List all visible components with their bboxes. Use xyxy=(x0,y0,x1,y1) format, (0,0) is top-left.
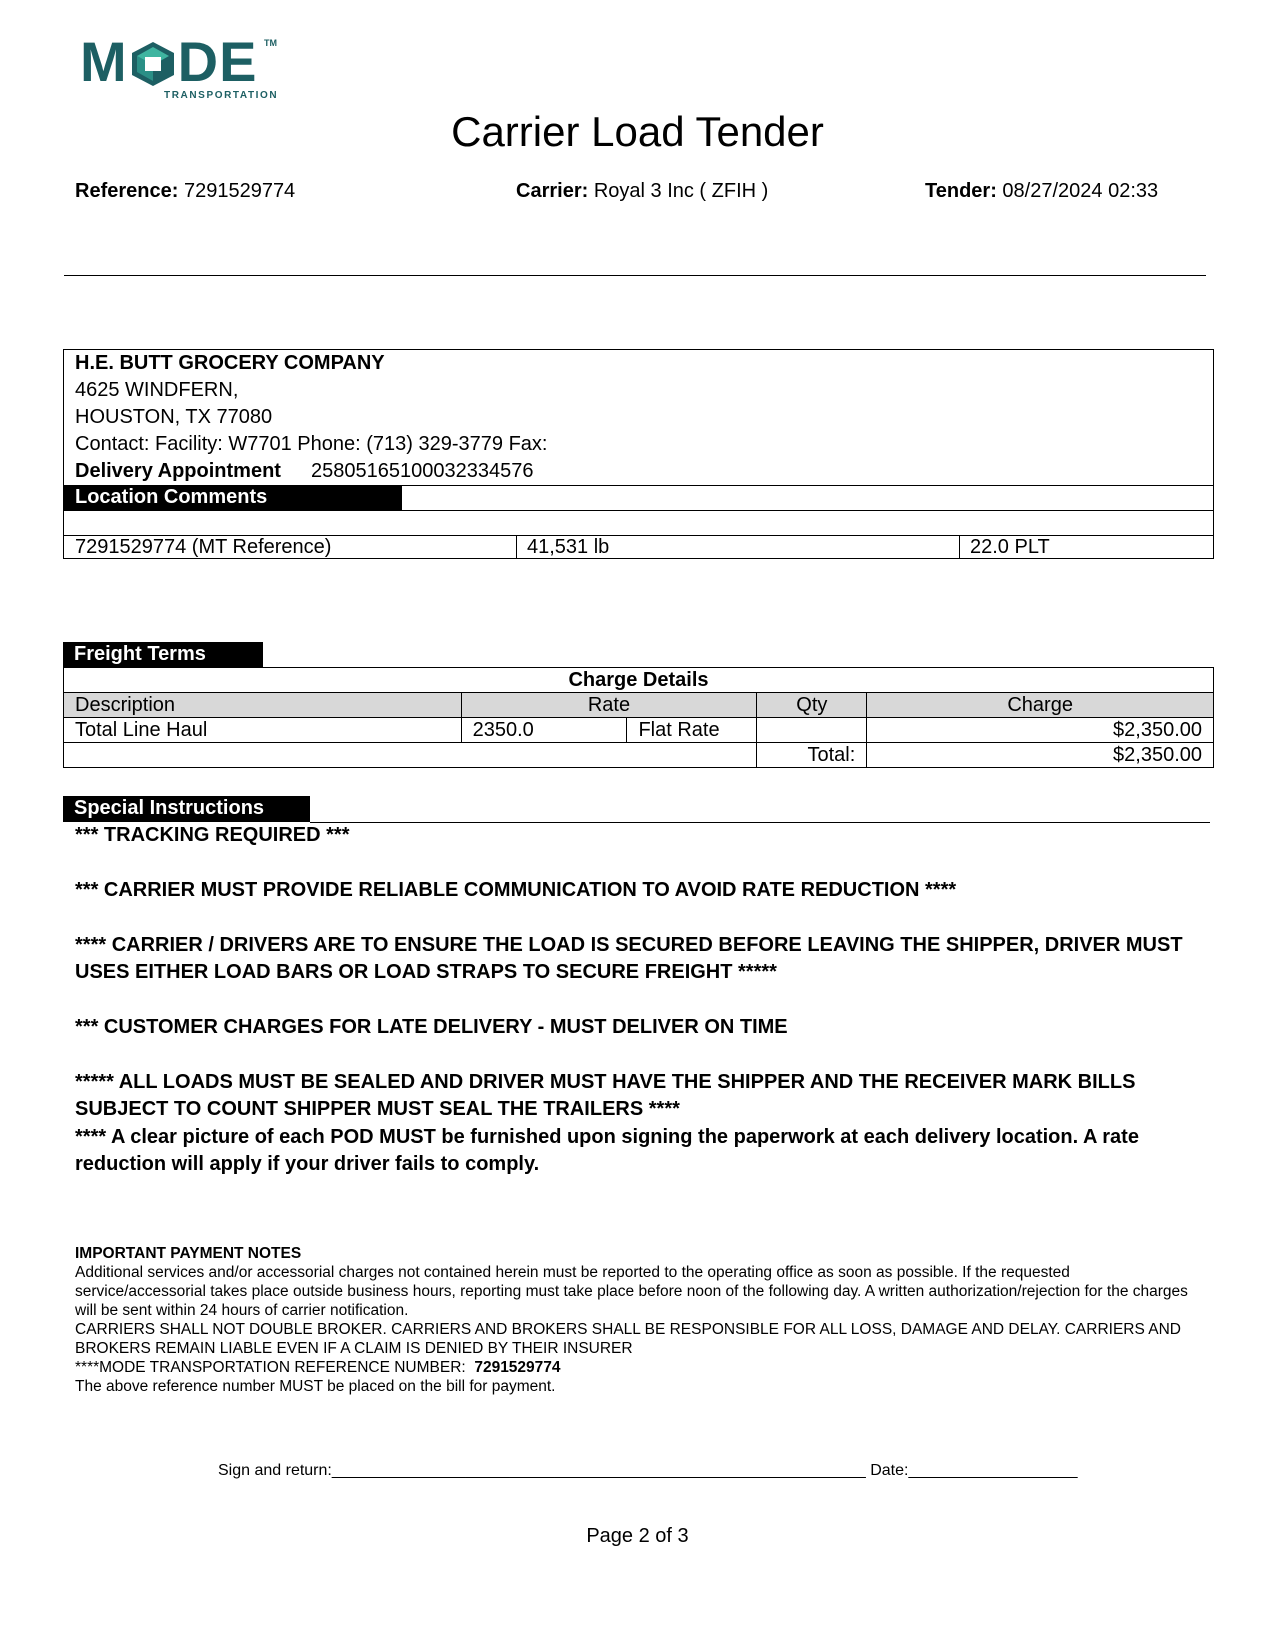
charge-amount: $2,350.00 xyxy=(867,718,1214,743)
payment-reference-line xyxy=(75,1358,1205,1377)
tender-label: Tender: xyxy=(925,180,997,202)
delivery-appointment xyxy=(75,460,533,483)
charge-rate: 2350.0 xyxy=(461,718,627,743)
logo-hexagon-icon xyxy=(129,40,177,84)
tender-value: 08/27/2024 02:33 xyxy=(1002,180,1159,202)
payment-notes-paragraph: Additional services and/or accessorial charges not contained herein must be reported to the operating office as soon as possible. If the requested service/accessorial takes place outside business hours, reporting must take place before noon of the following day. A written authorization/rejection for the charges will be sent within 24 hours of carrier notification. xyxy=(75,1264,1188,1319)
instruction-line: ***** ALL LOADS MUST BE SEALED AND DRIVER MUST HAVE THE SHIPPER AND THE RECEIVER MARK BILLS SUBJECT TO COUNT SHIPPER MUST SEAL THE TRAILERS **** xyxy=(75,1071,1136,1120)
delivery-appointment-value: 25805165100032334576 xyxy=(311,460,534,482)
location-address-line2: HOUSTON, TX 77080 xyxy=(75,406,273,428)
page-number: Page 2 of 3 xyxy=(586,1525,689,1547)
sign-and-return-field[interactable]: Sign and return:____________________________________________________________ xyxy=(218,1462,866,1479)
payment-notes-paragraph: CARRIERS SHALL NOT DOUBLE BROKER. CARRIERS AND BROKERS SHALL BE RESPONSIBLE FOR ALL LOSS, DAMAGE AND DELAY. CARRIERS AND BROKERS REMAIN LIABLE EVEN IF A CLAIM IS DENIED BY THEIR INSURER xyxy=(75,1321,1181,1357)
payment-reference-prefix: ****MODE TRANSPORTATION REFERENCE NUMBER: xyxy=(75,1359,475,1376)
table-row xyxy=(64,718,1214,743)
charge-details-table xyxy=(63,667,1214,768)
instruction-line: *** CARRIER MUST PROVIDE RELIABLE COMMUNICATION TO AVOID RATE REDUCTION **** xyxy=(75,879,957,901)
document-title: Carrier Load Tender xyxy=(451,108,824,155)
charge-details-caption-row xyxy=(64,668,1214,693)
logo-letters-de: DE xyxy=(177,30,258,93)
carrier-field xyxy=(516,180,768,203)
charge-details-title: Charge Details xyxy=(64,668,1214,693)
weight-cell: 41,531 lb xyxy=(527,536,610,558)
cell-divider xyxy=(516,535,517,558)
col-qty-header: Qty xyxy=(757,693,867,718)
tender-field xyxy=(925,180,1158,203)
divider xyxy=(64,510,1213,511)
instruction-line: *** TRACKING REQUIRED *** xyxy=(75,824,350,846)
total-label: Total: xyxy=(757,743,867,768)
payment-notes xyxy=(75,1244,1205,1396)
cell-divider xyxy=(959,535,960,558)
logo-letter-m: M xyxy=(80,30,128,93)
carrier-label: Carrier: xyxy=(516,180,589,202)
reference-label: Reference: xyxy=(75,180,179,202)
pallets-cell: 22.0 PLT xyxy=(970,536,1050,558)
carrier-value: Royal 3 Inc ( ZFIH ) xyxy=(593,180,769,202)
date-field[interactable]: Date:___________________ xyxy=(870,1462,1078,1479)
mt-reference-cell: 7291529774 (MT Reference) xyxy=(75,536,332,558)
col-description-header: Description xyxy=(64,693,462,718)
payment-reference-number: 7291529774 xyxy=(474,1359,561,1376)
header-divider xyxy=(64,275,1206,276)
charge-description: Total Line Haul xyxy=(64,718,462,743)
location-name: H.E. BUTT GROCERY COMPANY xyxy=(75,352,385,374)
charge-qty xyxy=(757,718,867,743)
logo-wordmark xyxy=(80,30,258,93)
freight-terms-header: Freight Terms xyxy=(63,642,263,667)
total-spacer xyxy=(64,743,757,768)
reference-field xyxy=(75,180,295,203)
location-contact: Contact: Facility: W7701 Phone: (713) 329-3779 Fax: xyxy=(75,433,548,455)
signature-line xyxy=(218,1462,1078,1480)
charge-rate-type: Flat Rate xyxy=(627,718,757,743)
instruction-line: *** CUSTOMER CHARGES FOR LATE DELIVERY - MUST DELIVER ON TIME xyxy=(75,1016,788,1038)
mode-logo xyxy=(80,30,290,104)
charge-header-row xyxy=(64,693,1214,718)
col-rate-header: Rate xyxy=(461,693,757,718)
logo-trademark: TM xyxy=(264,38,277,48)
location-comments-header: Location Comments xyxy=(64,485,402,510)
location-address-line1: 4625 WINDFERN, xyxy=(75,379,239,401)
logo-subtitle: TRANSPORTATION xyxy=(164,90,279,101)
total-value: $2,350.00 xyxy=(867,743,1214,768)
payment-notes-title: IMPORTANT PAYMENT NOTES xyxy=(75,1245,302,1262)
total-row xyxy=(64,743,1214,768)
special-instructions-header: Special Instructions xyxy=(63,796,310,822)
location-block xyxy=(63,349,1214,559)
payment-notes-footer: The above reference number MUST be placed on the bill for payment. xyxy=(75,1378,556,1395)
instruction-line: **** CARRIER / DRIVERS ARE TO ENSURE THE LOAD IS SECURED BEFORE LEAVING THE SHIPPER, DRIVER MUST USES EITHER LOAD BARS OR LOAD STRAPS TO SECURE FREIGHT ***** xyxy=(75,934,1183,983)
col-charge-header: Charge xyxy=(867,693,1214,718)
delivery-appointment-label: Delivery Appointment xyxy=(75,460,281,482)
instruction-line: **** A clear picture of each POD MUST be furnished upon signing the paperwork at each delivery location. A rate reduction will apply if your driver fails to comply. xyxy=(75,1126,1139,1175)
reference-value: 7291529774 xyxy=(183,180,296,202)
